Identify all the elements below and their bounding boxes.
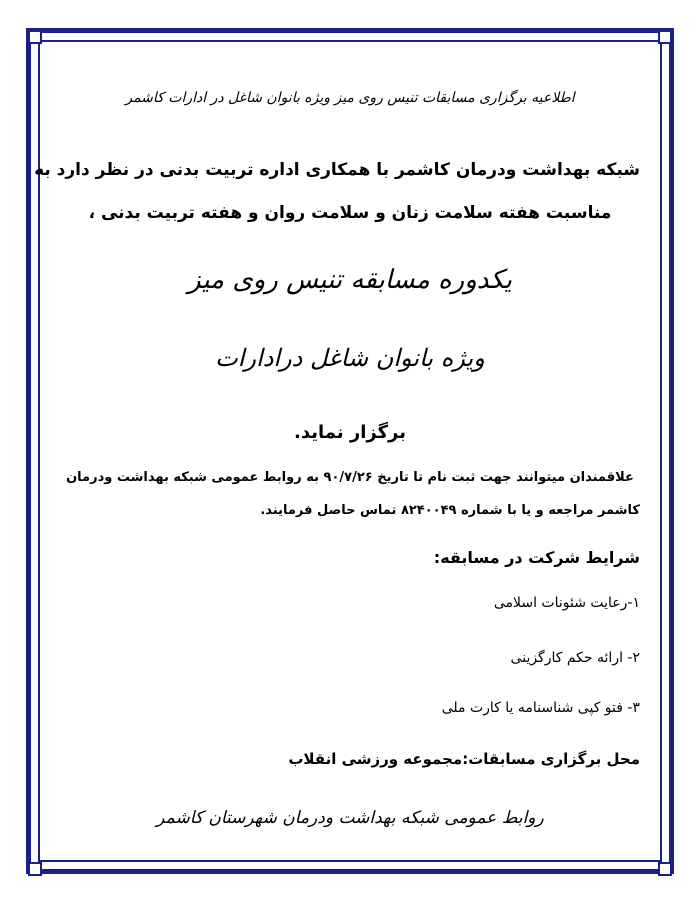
calligraphy-line-2: ویژه بانوان شاغل درادارات [215,344,485,372]
corner-ornament [658,30,672,44]
signature-line: روابط عمومی شبکه بهداشت ودرمان شهرستان کاشمر [156,808,544,828]
condition-item: ۲- ارائه حکم کارگزینی [510,650,640,666]
registration-line-2: کاشمر مراجعه و یا با شماره ۸۲۴۰۰۴۹ تماس حاصل فرمایند. [260,503,640,518]
intro-line-1: شبکه بهداشت ودرمان کاشمر با همکاری اداره تربیت بدنی در نظر دارد به [34,160,640,180]
venue-line: محل برگزاری مسابقات:مجموعه ورزشی انقلاب [288,750,640,768]
held-line: برگزار نماید. [294,422,406,443]
condition-item: ۳- فتو کپی شناسنامه یا کارت ملی [441,700,640,716]
intro-line-2: مناسبت هفته سلامت زنان و سلامت روان و هفته تربیت بدنی ، [88,203,612,223]
corner-ornament [28,30,42,44]
registration-line-1: علاقمندان میتوانند جهت ثبت نام تا تاریخ ۹۰/۷/۲۶ به روابط عمومی شبکه بهداشت ودرمان [66,470,634,485]
announcement-title: اطلاعیه برگزاری مسابقات تنیس روی میز ویژه بانوان شاغل در ادارات کاشمر [125,90,575,106]
condition-item: ۱-رعایت شئونات اسلامی [493,595,640,611]
corner-ornament [658,862,672,876]
calligraphy-line-1: یکدوره مسابقه تنیس روی میز [187,265,513,295]
corner-ornament [28,862,42,876]
conditions-heading: شرایط شرکت در مسابقه: [433,548,640,567]
announcement-body [34,60,640,840]
